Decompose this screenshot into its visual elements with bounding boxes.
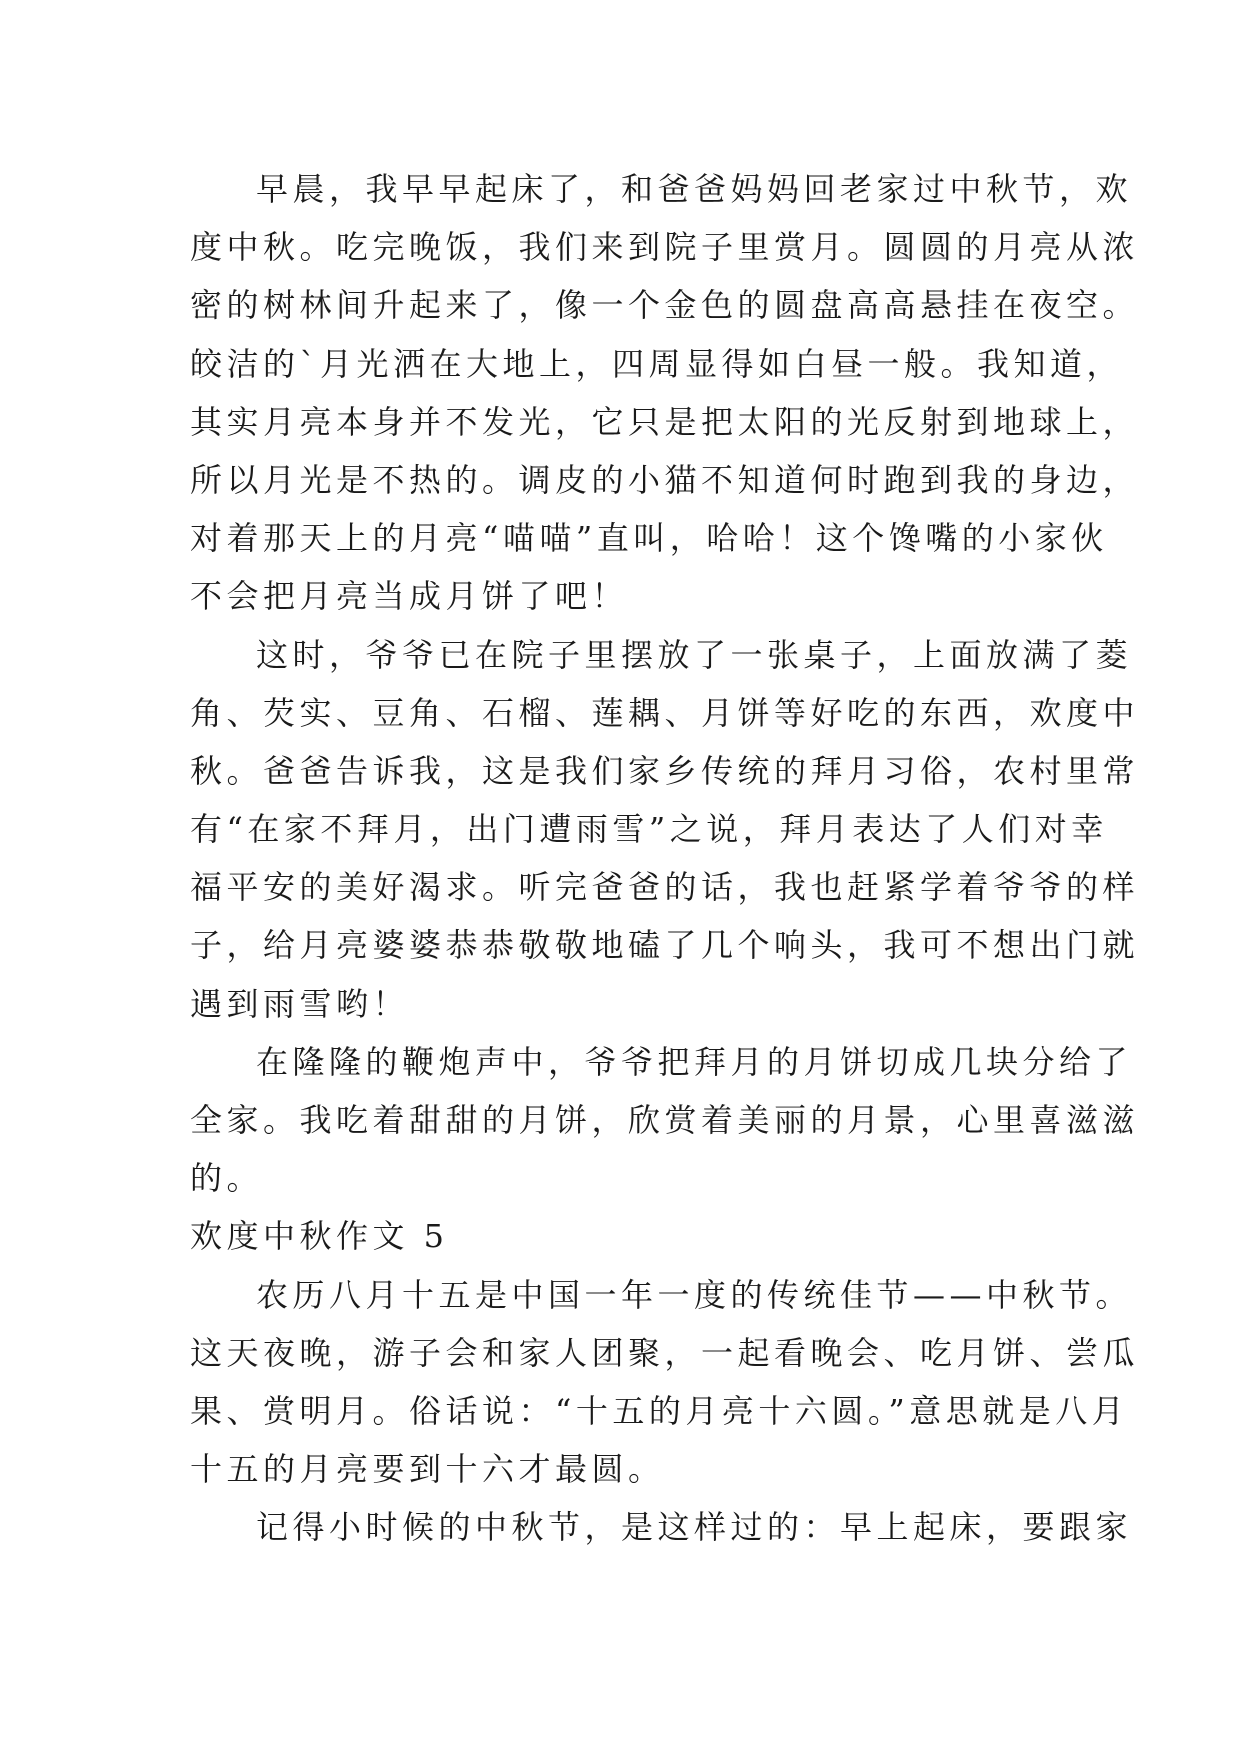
paragraph-line: 十五的月亮要到十六才最圆。 <box>190 1450 665 1489</box>
paragraph-line: 福平安的美好渴求。听完爸爸的话，我也赶紧学着爷爷的样 <box>190 868 1140 907</box>
paragraph-line: 度中秋。吃完晚饭，我们来到院子里赏月。圆圆的月亮从浓 <box>190 228 1140 267</box>
section-heading: 欢度中秋作文 5 <box>190 1217 449 1256</box>
paragraph-line: 在隆隆的鞭炮声中，爷爷把拜月的月饼切成几块分给了 <box>256 1042 1133 1081</box>
paragraph-line: 角、芡实、豆角、石榴、莲耦、月饼等好吃的东西，欢度中 <box>190 693 1140 732</box>
paragraph-line: 不会把月亮当成月饼了吧！ <box>190 577 629 616</box>
paragraph-line: 秋。爸爸告诉我，这是我们家乡传统的拜月习俗，农村里常 <box>190 751 1140 790</box>
paragraph-line: 农历八月十五是中国一年一度的传统佳节——中秋节。 <box>256 1275 1133 1314</box>
paragraph-line: 密的树林间升起来了，像一个金色的圆盘高高悬挂在夜空。 <box>190 286 1140 325</box>
paragraph-line: 这天夜晚，游子会和家人团聚，一起看晚会、吃月饼、尝瓜 <box>190 1333 1140 1372</box>
paragraph-line: 皎洁的`月光洒在大地上，四周显得如白昼一般。我知道， <box>190 344 1124 383</box>
paragraph-line: 所以月光是不热的。调皮的小猫不知道何时跑到我的身边， <box>190 460 1140 499</box>
paragraph-line: 全家。我吃着甜甜的月饼，欣赏着美丽的月景，心里喜滋滋 <box>190 1101 1140 1139</box>
paragraph-line: 果、赏明月。俗话说：“十五的月亮十六圆。”意思就是八月 <box>190 1391 1129 1430</box>
paragraph-line: 对着那天上的月亮“喵喵”直叫，哈哈！这个馋嘴的小家伙 <box>190 519 1108 558</box>
paragraph-line: 这时，爷爷已在院子里摆放了一张桌子，上面放满了菱 <box>256 635 1133 674</box>
paragraph-line: 记得小时候的中秋节，是这样过的：早上起床，要跟家 <box>256 1508 1133 1547</box>
paragraph-line: 的。 <box>190 1159 264 1198</box>
paragraph-line: 遇到雨雪哟！ <box>190 984 410 1023</box>
document-body <box>190 160 1140 1557</box>
paragraph-line: 其实月亮本身并不发光，它只是把太阳的光反射到地球上， <box>190 402 1140 441</box>
paragraph-line: 早晨，我早早起床了，和爸爸妈妈回老家过中秋节，欢 <box>256 170 1133 208</box>
paragraph-line: 子，给月亮婆婆恭恭敬敬地磕了几个响头，我可不想出门就 <box>190 926 1140 965</box>
paragraph-line: 有“在家不拜月，出门遭雨雪”之说，拜月表达了人们对幸 <box>190 810 1108 849</box>
